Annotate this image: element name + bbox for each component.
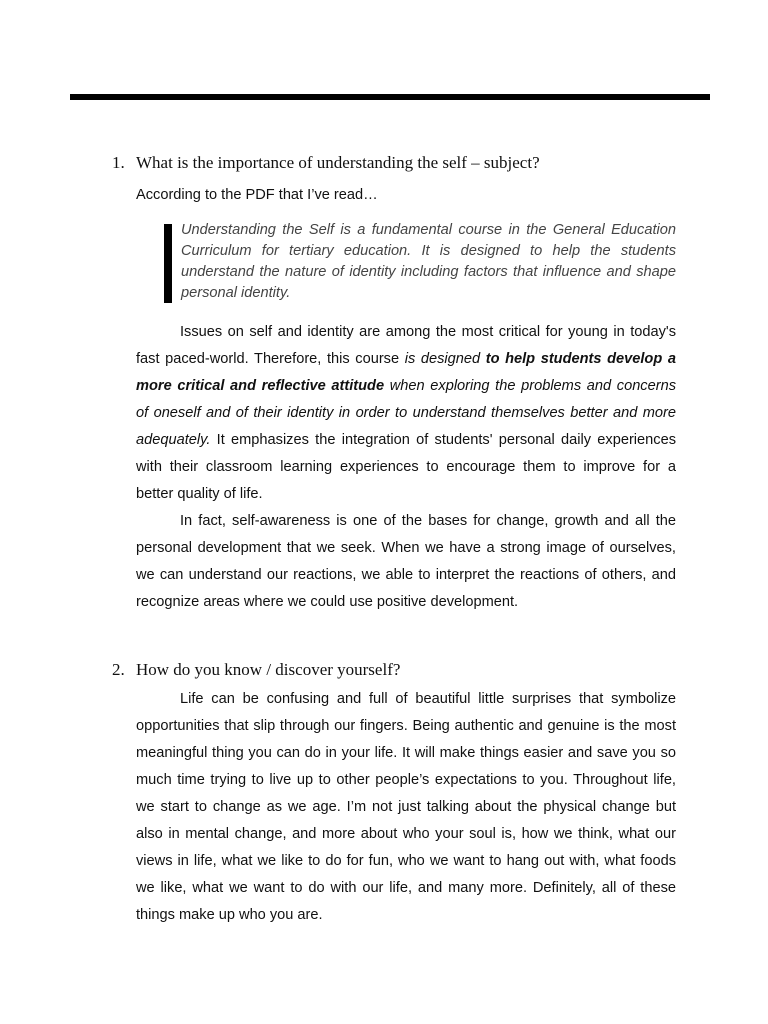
question-1-text: What is the importance of understanding the self – subject?: [136, 153, 540, 172]
header-rule: [70, 94, 710, 100]
paragraph-1-text: [136, 319, 676, 508]
p1-part-e: It emphasizes the integration of students' personal daily experiences with their classroom learning experiences to encourage them to improve for a better quality of life.: [136, 432, 676, 502]
paragraph-1: [136, 319, 676, 616]
p1-part-a: Issues on self and identity are among the most critical for young in today's fast paced-world. Therefore, this course: [136, 324, 676, 367]
blockquote-text: Understanding the Self is a fundamental course in the General Education Curriculum for tertiary education. It is designed to help the students understand the nature of identity including factors that influence and shape personal identity.: [181, 222, 676, 301]
question-1-number: 1.: [112, 153, 125, 172]
question-2-heading: [112, 660, 400, 680]
paragraph-2: In fact, self-awareness is one of the bases for change, growth and all the personal development that we seek. When we have a strong image of ourselves, we can understand our reactions, we able to interpret the reactions of others, and recognize areas where we could use positive development.: [136, 513, 676, 610]
question-2-number: 2.: [112, 660, 125, 679]
paragraph-3: Life can be confusing and full of beautiful little surprises that symbolize opportunities that slip through our fingers. Being authentic and genuine is the most meaningful thing you can do in your life. It will make things easier and save you so much time trying to live up to other people’s expectations to you. Throughout life, we start to change as we age. I’m not just talking about the physical change but also in mental change, and more about who your soul is, how we think, what our views in life, what we like to do for fun, who we want to hang out with, what foods we like, what we want to do with our life, and many more. Definitely, all of these things make up who you are.: [136, 691, 676, 923]
blockquote-bar: [164, 224, 172, 303]
p1-part-d: when exploring the problems and concerns of oneself and of their identity in order to understand themselves better and more adequately.: [136, 378, 676, 448]
question-2-text: How do you know / discover yourself?: [136, 660, 401, 679]
p1-emphasis: to help students develop a more critical and reflective attitude: [136, 351, 676, 394]
question-1-heading: [112, 153, 540, 173]
p1-part-b: is designed: [404, 351, 486, 367]
paragraph-3-container: [136, 686, 676, 929]
intro-line: According to the PDF that I’ve read…: [136, 187, 378, 203]
